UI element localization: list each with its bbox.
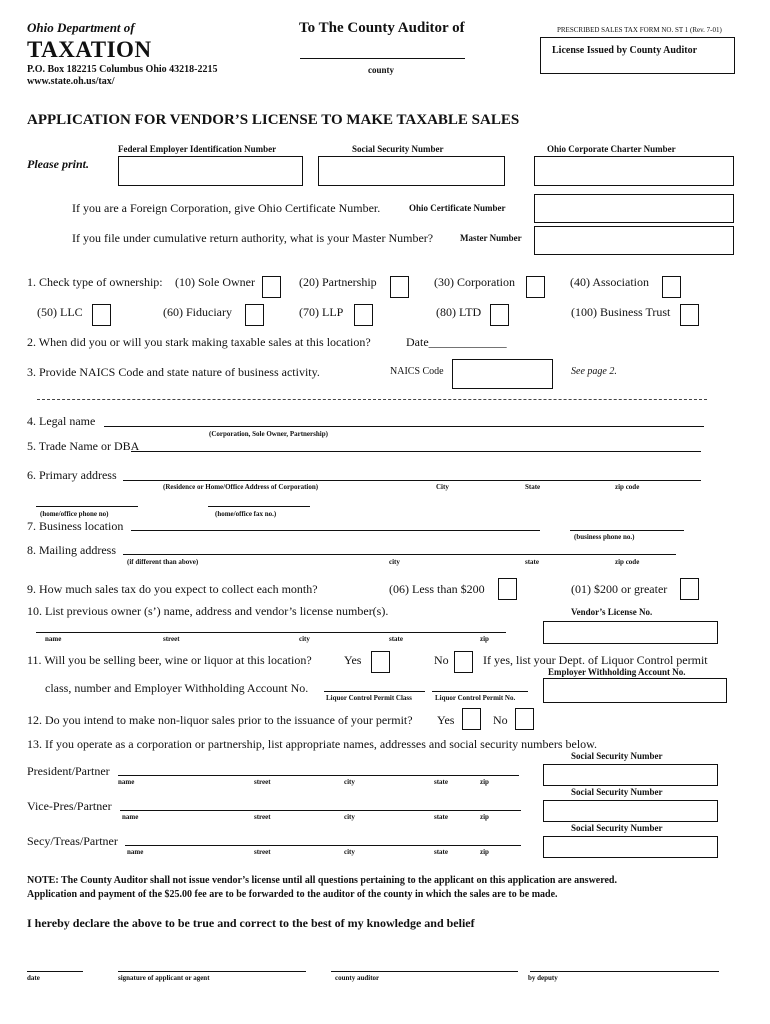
president-street-hint: street bbox=[254, 778, 271, 786]
home-fax-hint: (home/office fax no.) bbox=[215, 510, 277, 518]
taxation-heading: TAXATION bbox=[27, 37, 152, 62]
mailing-zip-hint: zip code bbox=[615, 558, 640, 566]
fein-label: Federal Employer Identification Number bbox=[118, 144, 277, 154]
declaration: I hereby declare the above to be true and correct to the best of my knowledge and belief bbox=[27, 916, 475, 930]
vicepres-partner-label: Vice-Pres/Partner bbox=[27, 799, 112, 813]
prev-state-hint: state bbox=[389, 635, 403, 643]
secy-ssn-label: Social Security Number bbox=[571, 823, 663, 833]
primary-city-hint: City bbox=[436, 483, 449, 491]
legal-name-line[interactable] bbox=[104, 426, 704, 427]
llp-checkbox[interactable] bbox=[354, 304, 373, 326]
mailing-state-hint: state bbox=[525, 558, 539, 566]
previous-owner-line[interactable] bbox=[36, 632, 506, 633]
to-county-auditor: To The County Auditor of bbox=[299, 20, 465, 36]
q11-yes-checkbox[interactable] bbox=[371, 651, 390, 673]
foreign-corp-text: If you are a Foreign Corporation, give Ohio Certificate Number. bbox=[72, 201, 381, 215]
form-title: APPLICATION FOR VENDOR’S LICENSE TO MAKE TAXABLE SALES bbox=[27, 112, 520, 128]
option-corporation: (30) Corporation bbox=[434, 275, 515, 289]
primary-address-line[interactable] bbox=[123, 480, 701, 481]
business-phone-line[interactable] bbox=[570, 530, 684, 531]
county-label: county bbox=[368, 65, 395, 75]
less-than-200-checkbox[interactable] bbox=[498, 578, 517, 600]
prev-name-hint: name bbox=[45, 635, 62, 643]
mailing-address-hint: (if different than above) bbox=[127, 558, 199, 566]
llc-checkbox[interactable] bbox=[92, 304, 111, 326]
q9-monthly-sales-tax: 9. How much sales tax do you expect to collect each month? bbox=[27, 582, 318, 596]
prev-zip-hint: zip bbox=[480, 635, 489, 643]
date-signature-label: date bbox=[27, 974, 40, 982]
deputy-line[interactable] bbox=[530, 971, 719, 972]
form-number: PRESCRIBED SALES TAX FORM NO. ST 1 (Rev. 7-01) bbox=[557, 26, 722, 34]
q12-no-checkbox[interactable] bbox=[515, 708, 534, 730]
date-field[interactable]: Date_____________ bbox=[406, 335, 507, 349]
department-name: Ohio Department of bbox=[27, 20, 135, 35]
business-phone-hint: (business phone no.) bbox=[574, 533, 635, 541]
home-phone-hint: (home/office phone no) bbox=[40, 510, 109, 518]
president-ssn-field[interactable] bbox=[543, 764, 718, 786]
permit-number-hint: Liquor Control Permit No. bbox=[435, 694, 516, 702]
note-line-1: NOTE: The County Auditor shall not issue vendor’s license until all questions pertaining to the applicant on this application are answered. bbox=[27, 875, 617, 886]
corporation-checkbox[interactable] bbox=[526, 276, 545, 298]
partnership-checkbox[interactable] bbox=[390, 276, 409, 298]
date-signature-line[interactable] bbox=[27, 971, 83, 972]
permit-class-hint: Liquor Control Permit Class bbox=[326, 694, 412, 702]
option-business-trust: (100) Business Trust bbox=[571, 305, 671, 319]
q10-previous-owner: 10. List previous owner (s’) name, address and vendor’s license number(s). bbox=[27, 604, 389, 618]
website: www.state.oh.us/tax/ bbox=[27, 76, 115, 87]
option-ltd: (80) LTD bbox=[436, 305, 482, 319]
mailing-city-hint: city bbox=[389, 558, 400, 566]
primary-state-hint: State bbox=[525, 483, 541, 491]
vicepres-state-hint: state bbox=[434, 813, 448, 821]
county-auditor-line[interactable] bbox=[331, 971, 518, 972]
q11-liquor-sales: 11. Will you be selling beer, wine or liquor at this location? bbox=[27, 653, 312, 667]
prev-city-hint: city bbox=[299, 635, 310, 643]
option-association: (40) Association bbox=[570, 275, 649, 289]
q4-legal-name: 4. Legal name bbox=[27, 414, 96, 428]
president-zip-hint: zip bbox=[480, 778, 489, 786]
q1-ownership: 1. Check type of ownership: bbox=[27, 275, 163, 289]
secy-state-hint: state bbox=[434, 848, 448, 856]
please-print: Please print. bbox=[27, 157, 89, 171]
q12-non-liquor-sales: 12. Do you intend to make non-liquor sales prior to the issuance of your permit? bbox=[27, 713, 413, 727]
president-city-hint: city bbox=[344, 778, 355, 786]
option-llc: (50) LLC bbox=[37, 305, 83, 319]
mailing-address-line[interactable] bbox=[123, 554, 676, 555]
q6-primary-address: 6. Primary address bbox=[27, 468, 117, 482]
fiduciary-checkbox[interactable] bbox=[245, 304, 264, 326]
q11-no-checkbox[interactable] bbox=[454, 651, 473, 673]
ewan-field[interactable] bbox=[543, 678, 727, 703]
see-page-2: See page 2. bbox=[571, 366, 617, 377]
ohio-cert-label: Ohio Certificate Number bbox=[409, 203, 506, 213]
primary-zip-hint: zip code bbox=[615, 483, 640, 491]
q3-naics: 3. Provide NAICS Code and state nature of business activity. bbox=[27, 365, 320, 379]
vicepres-name-hint: name bbox=[122, 813, 139, 821]
vicepres-line[interactable] bbox=[120, 810, 521, 811]
master-number-label: Master Number bbox=[460, 233, 522, 243]
president-partner-label: President/Partner bbox=[27, 764, 110, 778]
ssn-label: Social Security Number bbox=[352, 144, 444, 154]
license-issued-label: License Issued by County Auditor bbox=[552, 45, 698, 56]
q12-no-label: No bbox=[493, 713, 508, 727]
permit-class-line[interactable] bbox=[324, 691, 425, 692]
home-phone-line[interactable] bbox=[36, 506, 138, 507]
q7-business-location: 7. Business location bbox=[27, 519, 124, 533]
q8-mailing-address: 8. Mailing address bbox=[27, 543, 116, 557]
200-or-greater-checkbox[interactable] bbox=[680, 578, 699, 600]
option-fiduciary: (60) Fiduciary bbox=[163, 305, 232, 319]
ssn-field[interactable] bbox=[318, 156, 505, 186]
president-ssn-label: Social Security Number bbox=[571, 751, 663, 761]
county-auditor-label: county auditor bbox=[335, 974, 380, 982]
legal-name-hint: (Corporation, Sole Owner, Partnership) bbox=[209, 430, 328, 438]
applicant-signature-line[interactable] bbox=[118, 971, 306, 972]
charter-label: Ohio Corporate Charter Number bbox=[547, 144, 676, 154]
primary-address-hint: (Residence or Home/Office Address of Corporation) bbox=[163, 483, 319, 491]
vicepres-zip-hint: zip bbox=[480, 813, 489, 821]
vicepres-ssn-label: Social Security Number bbox=[571, 787, 663, 797]
option-llp: (70) LLP bbox=[299, 305, 344, 319]
charter-field[interactable] bbox=[534, 156, 734, 186]
president-name-hint: name bbox=[118, 778, 135, 786]
q13-officers: 13. If you operate as a corporation or partnership, list appropriate names, addresses and social security numbers below. bbox=[27, 737, 598, 751]
ltd-checkbox[interactable] bbox=[490, 304, 509, 326]
master-number-text: If you file under cumulative return authority, what is your Master Number? bbox=[72, 231, 434, 245]
business-trust-checkbox[interactable] bbox=[680, 304, 699, 326]
secy-city-hint: city bbox=[344, 848, 355, 856]
q2-start-date: 2. When did you or will you stark making taxable sales at this location? bbox=[27, 335, 371, 349]
vicepres-city-hint: city bbox=[344, 813, 355, 821]
q12-yes-label: Yes bbox=[437, 713, 455, 727]
county-line[interactable] bbox=[300, 58, 465, 59]
master-number-field[interactable] bbox=[534, 226, 734, 255]
president-line[interactable] bbox=[118, 775, 519, 776]
business-location-line[interactable] bbox=[131, 530, 540, 531]
q12-yes-checkbox[interactable] bbox=[462, 708, 481, 730]
option-200-or-greater: (01) $200 or greater bbox=[571, 582, 668, 596]
option-sole-owner: (10) Sole Owner bbox=[175, 275, 255, 289]
mailing-address: P.O. Box 182215 Columbus Ohio 43218-2215 bbox=[27, 64, 218, 75]
q11-yes-label: Yes bbox=[344, 653, 362, 667]
permit-class-text: class, number and Employer Withholding Account No. bbox=[45, 681, 309, 695]
secy-line[interactable] bbox=[125, 845, 521, 846]
vicepres-street-hint: street bbox=[254, 813, 271, 821]
vendor-license-field[interactable] bbox=[543, 621, 718, 644]
applicant-signature-label: signature of applicant or agent bbox=[118, 974, 210, 982]
secy-name-hint: name bbox=[127, 848, 144, 856]
vendor-license-label: Vendor’s License No. bbox=[571, 607, 653, 617]
secy-street-hint: street bbox=[254, 848, 271, 856]
home-fax-line[interactable] bbox=[208, 506, 310, 507]
prev-street-hint: street bbox=[163, 635, 180, 643]
ewan-label: Employer Withholding Account No. bbox=[548, 667, 686, 677]
fein-field[interactable] bbox=[118, 156, 303, 186]
association-checkbox[interactable] bbox=[662, 276, 681, 298]
naics-field[interactable] bbox=[452, 359, 553, 389]
secy-ssn-field[interactable] bbox=[543, 836, 718, 858]
sole-owner-checkbox[interactable] bbox=[262, 276, 281, 298]
vicepres-ssn-field[interactable] bbox=[543, 800, 718, 822]
note-line-2: Application and payment of the $25.00 fee are to be forwarded to the auditor of the county in which the sales are to be made. bbox=[27, 889, 558, 900]
secy-partner-label: Secy/Treas/Partner bbox=[27, 834, 118, 848]
president-state-hint: state bbox=[434, 778, 448, 786]
trade-name-line[interactable] bbox=[131, 451, 701, 452]
naics-label: NAICS Code bbox=[390, 366, 444, 377]
deputy-label: by deputy bbox=[528, 974, 558, 982]
secy-zip-hint: zip bbox=[480, 848, 489, 856]
ohio-cert-field[interactable] bbox=[534, 194, 734, 223]
q11-no-label: No bbox=[434, 653, 449, 667]
permit-number-line[interactable] bbox=[432, 691, 528, 692]
liquor-permit-instructions: If yes, list your Dept. of Liquor Control permit bbox=[483, 653, 708, 667]
business-nature-line[interactable] bbox=[37, 399, 707, 400]
option-partnership: (20) Partnership bbox=[299, 275, 377, 289]
option-less-than-200: (06) Less than $200 bbox=[389, 582, 485, 596]
q5-trade-name: 5. Trade Name or DBA bbox=[27, 439, 140, 453]
